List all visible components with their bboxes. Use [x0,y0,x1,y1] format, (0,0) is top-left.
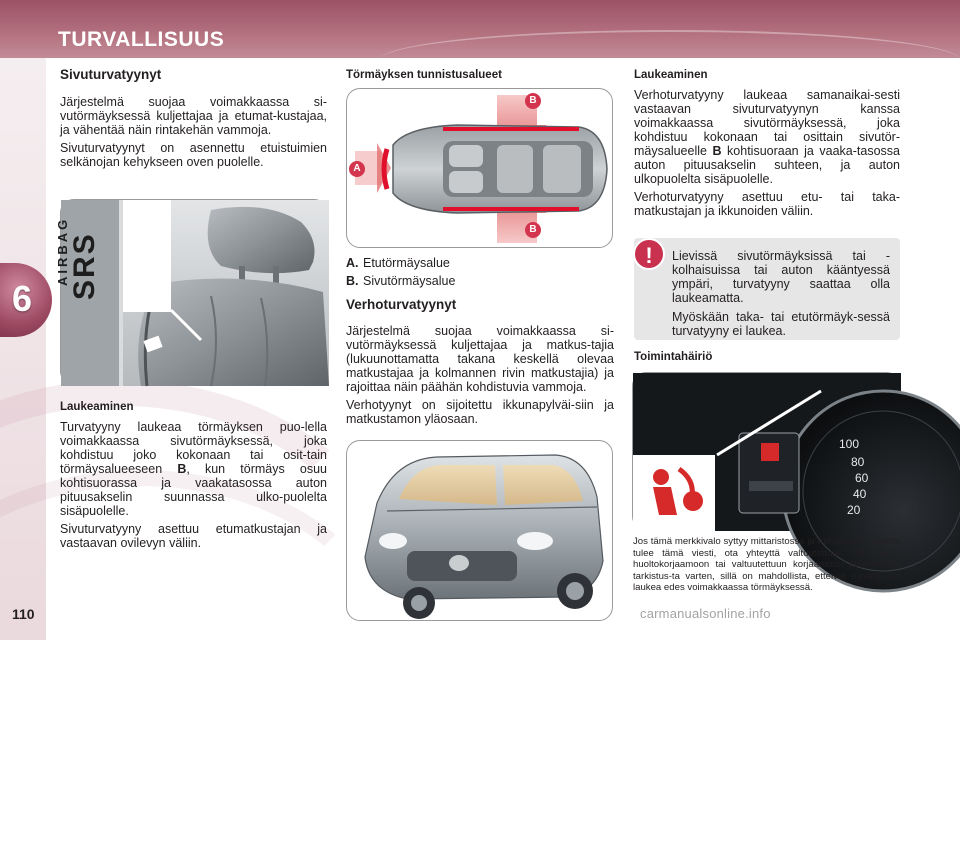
dash-tick-40: 40 [853,487,867,501]
page-title: TURVALLISUUS [58,28,225,51]
page-number: 110 [12,606,35,622]
dashboard-illustration [633,373,901,531]
fault-caption: Jos tämä merkkivalo syttyy mittaristossa ja mit-tariston näytölle tulee tämä viesti, ota yhteyttä valtuutettuun PEUGEOT-huoltokorjaamoon tai valtuutettuun korjaamoon järjestelmän tarkistus-ta varten, sillä on mahdollista, etteivät turvatyy-nyt laukea edes voimakkaassa törmäyksessä. [633,536,901,594]
warning-text-1: Lievissä sivutörmäyksissä tai -kolhaisuissa tai auton kääntyessä ympäri, turvatyyny saattaa olla laukeamatta. [672,249,890,305]
right-deploy-section [634,68,900,222]
fault-heading: Toimintahäiriö [634,351,713,363]
left-deploy-text-1: Turvatyyny laukeaa törmäyksen puo-lella voimakkaassa sivutörmäyksessä, joka kohdistuu joko kokonaan tai osit-tain törmäysalueeseen B, kun törmäys osuu kohtisuorassa ja vaakatasossa auton pituusakselin suunnassa ulko-puolelta sisäpuolelle. [60,420,327,518]
dash-tick-80: 80 [851,455,865,469]
side-airbags-heading: Sivuturvatyynyt [60,67,162,82]
warning-text-2: Myöskään taka- tai etutörmäyk-sessä turvatyyny ei laukea. [672,310,890,338]
left-deploy-section [60,400,327,554]
left-deploy-text-2: Sivuturvatyyny asettuu etumatkustajan ja vastaavan ovilevyn väliin. [60,522,327,550]
right-deploy-text-2: Verhoturvatyyny asettuu etu- tai taka-matkustajan ja ikkunoiden väliin. [634,190,900,218]
fault-section [634,350,900,370]
legend-item-b: B. Sivutörmäysalue [346,274,456,288]
dash-tick-100: 100 [839,437,860,451]
dash-tick-60: 60 [855,471,869,485]
side-airbags-text-1: Järjestelmä suojaa voimakkaassa si-vutörmäyksessä kuljettajaa ja etumat-kustajaa, ja vähentää näin rintakehän vammoja. [60,95,327,137]
chapter-number: 6 [12,278,33,319]
zone-a-marker: A [349,161,365,177]
car-topview-illustration [347,89,614,249]
curtain-text-2: Verhotyynyt on sijoitettu ikkunapylväi-siin ja matkustamon yläosaan. [346,398,614,426]
left-deploy-heading: Laukeaminen [60,401,134,413]
side-band [0,58,46,640]
zone-b-bottom-marker: B [525,222,541,238]
right-deploy-text-1: Verhoturvatyyny laukeaa samanaikai-sesti vastaavan sivuturvatyynyn kanssa voimakkaassa sivutörmäyksessä, joka kohdistuu kokonaan tai osittain sivutör-mäysalueelle B kohtisuoraan ja vaaka-tasossa auton pituusakselin suhteen, ja auton ulkopuolelta sisäpuolelle. [634,88,900,186]
warning-icon: ! [633,238,665,270]
right-deploy-heading: Laukeaminen [634,69,708,81]
seat-srs-image [55,199,328,385]
detect-section [346,68,614,88]
curtain-heading: Verhoturvatyynyt [346,297,457,312]
warning-box [634,238,900,340]
airbag-label: AIRBAG [55,216,70,286]
curtain-text-1: Järjestelmä suojaa voimakkaassa si-vutörmäyksessä kuljettajaa ja matkus-tajia (lukuunottamatta takana keskellä olevaa matkustajaa ja kolmannen rivin matkustajia) ja rajoittaa näin päähän kohdistuvia vammoja. [346,324,614,394]
middle-text-column [346,256,614,430]
zone-b-top-marker: B [525,93,541,109]
watermark: carmanualsonline.info [640,606,771,621]
dashboard-image [632,372,900,530]
detect-heading: Törmäyksen tunnistusalueet [346,69,502,81]
srs-label: SRS [68,232,101,300]
legend-item-a: A. Etutörmäysalue [346,256,450,270]
side-airbags-text-2: Sivuturvatyynyt on asennettu etuistuimien selkänojan kehykseen oven puolelle. [60,141,327,169]
suv-illustration [347,441,614,622]
curtain-airbag-image [346,440,613,621]
left-column [60,68,327,173]
crash-zones-diagram [346,88,613,248]
dash-tick-20: 20 [847,503,861,517]
